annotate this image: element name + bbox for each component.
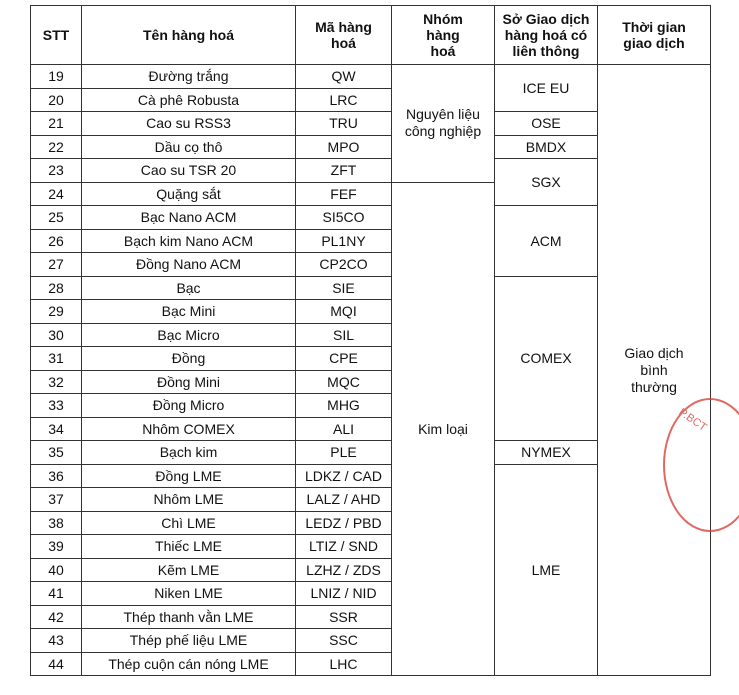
cell-name: Đồng Micro — [82, 394, 296, 418]
cell-stt: 33 — [31, 394, 82, 418]
cell-name: Dầu cọ thô — [82, 135, 296, 159]
cell-name: Thép cuộn cán nóng LME — [82, 652, 296, 676]
cell-code: TRU — [296, 112, 392, 136]
cell-trading-time: Giao dịch bình thường — [598, 65, 711, 676]
cell-exchange-nymex: NYMEX — [495, 441, 598, 465]
cell-code: SIL — [296, 323, 392, 347]
cell-exchange-ose: OSE — [495, 112, 598, 136]
cell-code: MQI — [296, 300, 392, 324]
cell-exchange-ice-eu: ICE EU — [495, 65, 598, 112]
cell-code: MQC — [296, 370, 392, 394]
cell-code: SSC — [296, 629, 392, 653]
cell-stt: 32 — [31, 370, 82, 394]
cell-name: Đồng Mini — [82, 370, 296, 394]
header-code: Mã hàng hoá — [296, 6, 392, 65]
cell-name: Bạch kim — [82, 441, 296, 465]
cell-code: SIE — [296, 276, 392, 300]
cell-stt: 31 — [31, 347, 82, 371]
cell-name: Niken LME — [82, 582, 296, 606]
cell-name: Bạc Micro — [82, 323, 296, 347]
cell-code: ZFT — [296, 159, 392, 183]
cell-stt: 36 — [31, 464, 82, 488]
cell-stt: 39 — [31, 535, 82, 559]
cell-name: Cao su TSR 20 — [82, 159, 296, 183]
cell-name: Kẽm LME — [82, 558, 296, 582]
cell-group-industrial: Nguyên liệu công nghiệp — [392, 65, 495, 183]
header-stt: STT — [31, 6, 82, 65]
cell-stt: 21 — [31, 112, 82, 136]
cell-code: CP2CO — [296, 253, 392, 277]
cell-code: LHC — [296, 652, 392, 676]
cell-code: LEDZ / PBD — [296, 511, 392, 535]
cell-stt: 40 — [31, 558, 82, 582]
cell-exchange-bmdx: BMDX — [495, 135, 598, 159]
cell-code: LRC — [296, 88, 392, 112]
cell-code: PLE — [296, 441, 392, 465]
header-exchange: Sở Giao dịch hàng hoá có liên thông — [495, 6, 598, 65]
cell-code: CPE — [296, 347, 392, 371]
cell-exchange-comex: COMEX — [495, 276, 598, 441]
header-row — [31, 6, 711, 65]
cell-name: Bạc Mini — [82, 300, 296, 324]
cell-name: Đồng — [82, 347, 296, 371]
cell-stt: 34 — [31, 417, 82, 441]
cell-code: FEF — [296, 182, 392, 206]
cell-code: LALZ / AHD — [296, 488, 392, 512]
cell-stt: 42 — [31, 605, 82, 629]
header-trading-time: Thời gian giao dịch — [598, 6, 711, 65]
cell-name: Thép thanh vằn LME — [82, 605, 296, 629]
cell-stt: 30 — [31, 323, 82, 347]
cell-code: LDKZ / CAD — [296, 464, 392, 488]
cell-name: Đường trắng — [82, 65, 296, 89]
cell-code: LTIZ / SND — [296, 535, 392, 559]
cell-code: QW — [296, 65, 392, 89]
cell-name: Cà phê Robusta — [82, 88, 296, 112]
cell-stt: 24 — [31, 182, 82, 206]
cell-name: Nhôm LME — [82, 488, 296, 512]
cell-stt: 38 — [31, 511, 82, 535]
cell-exchange-sgx: SGX — [495, 159, 598, 206]
cell-name: Đồng Nano ACM — [82, 253, 296, 277]
cell-exchange-acm: ACM — [495, 206, 598, 277]
cell-name: Thiếc LME — [82, 535, 296, 559]
header-group: Nhóm hàng hoá — [392, 6, 495, 65]
cell-name: Thép phế liệu LME — [82, 629, 296, 653]
cell-code: PL1NY — [296, 229, 392, 253]
cell-stt: 26 — [31, 229, 82, 253]
cell-stt: 25 — [31, 206, 82, 230]
cell-stt: 20 — [31, 88, 82, 112]
cell-code: MHG — [296, 394, 392, 418]
cell-stt: 28 — [31, 276, 82, 300]
header-name: Tên hàng hoá — [82, 6, 296, 65]
cell-name: Đồng LME — [82, 464, 296, 488]
cell-exchange-lme: LME — [495, 464, 598, 676]
cell-stt: 37 — [31, 488, 82, 512]
cell-name: Bạc — [82, 276, 296, 300]
cell-stt: 19 — [31, 65, 82, 89]
cell-code: ALI — [296, 417, 392, 441]
cell-code: MPO — [296, 135, 392, 159]
cell-stt: 43 — [31, 629, 82, 653]
cell-group-metal: Kim loại — [392, 182, 495, 676]
cell-code: LZHZ / ZDS — [296, 558, 392, 582]
cell-code: SSR — [296, 605, 392, 629]
cell-stt: 29 — [31, 300, 82, 324]
cell-name: Quặng sắt — [82, 182, 296, 206]
cell-name: Chì LME — [82, 511, 296, 535]
stamp-text: P.BCT — [676, 406, 709, 434]
cell-name: Bạc Nano ACM — [82, 206, 296, 230]
cell-stt: 44 — [31, 652, 82, 676]
table-row — [31, 65, 711, 89]
cell-stt: 27 — [31, 253, 82, 277]
cell-name: Cao su RSS3 — [82, 112, 296, 136]
cell-code: LNIZ / NID — [296, 582, 392, 606]
cell-code: SI5CO — [296, 206, 392, 230]
cell-stt: 23 — [31, 159, 82, 183]
cell-name: Bạch kim Nano ACM — [82, 229, 296, 253]
cell-stt: 35 — [31, 441, 82, 465]
commodity-table — [30, 5, 711, 676]
cell-name: Nhôm COMEX — [82, 417, 296, 441]
cell-stt: 22 — [31, 135, 82, 159]
cell-stt: 41 — [31, 582, 82, 606]
